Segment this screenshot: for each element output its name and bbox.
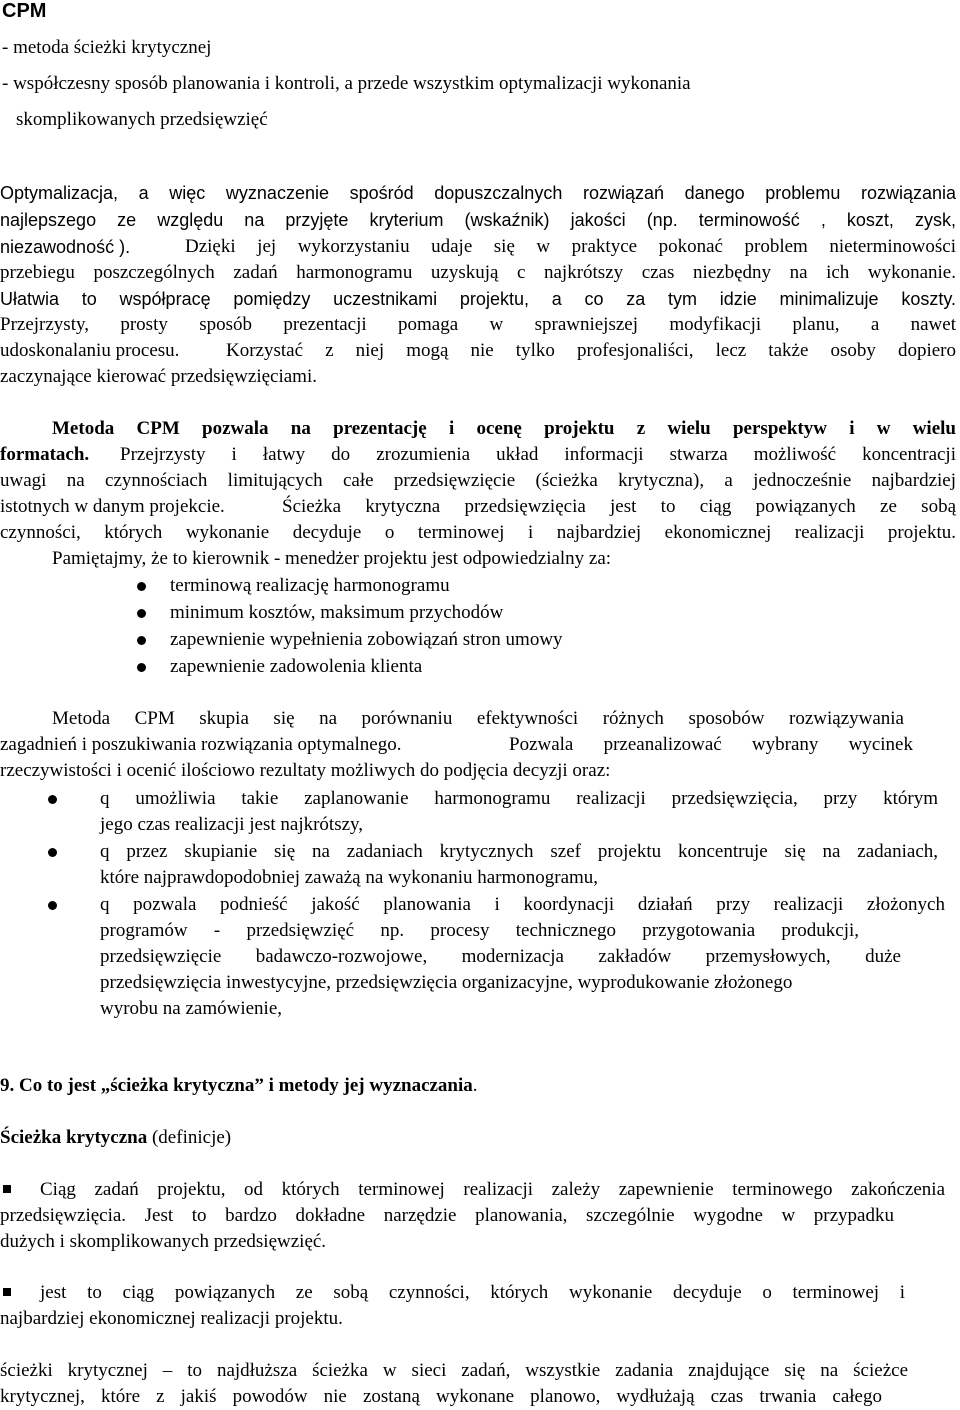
- para2-line-3b: Ścieżka krytyczna przedsięwzięcia jest to ciąg powiązanych ze sobą: [282, 496, 956, 517]
- intro-line-3: skomplikowanych przedsięwzięć: [16, 109, 268, 130]
- para1-line-3b: Dzięki jej wykorzystaniu udaje się w praktyce pokonać problem nieterminowości: [185, 236, 956, 257]
- para1-line-5: Ułatwia to współpracę pomiędzy uczestnikami projektu, a co za tym idzie minimalizuje koszty.: [0, 289, 956, 309]
- para3-line-2a: zagadnień i poszukiwania rozwiązania optymalnego.: [0, 734, 402, 755]
- section9-heading-end: .: [472, 1075, 478, 1096]
- para2-line-2: uwagi na czynnościach limitujących całe przedsięwzięcie (ścieżka krytyczna), a jednocześnie najbardziej: [0, 470, 956, 491]
- square-bullet-icon: [3, 1288, 11, 1296]
- section9-tail-1: ścieżki krytycznej – to najdłuższa ścieżka w sieci zadań, wszystkie zadania znajdujące się na ścieżce: [0, 1360, 908, 1381]
- para2-bold-start: formatach.: [0, 444, 90, 465]
- bullet-dot-icon: [137, 663, 146, 672]
- para3-bullet-1-l1: q umożliwia takie zaplanowanie harmonogramu realizacji przedsięwzięcia, przy którym: [100, 788, 938, 809]
- para1-line-8: zaczynające kierować przedsięwzięciami.: [0, 366, 317, 387]
- para2-bullet-3-text: zapewnienie wypełnienia zobowiązań stron umowy: [170, 629, 563, 650]
- para3-bullet-1-l2: jego czas realizacji jest najkrótszy,: [100, 814, 364, 835]
- intro-line-1: - metoda ścieżki krytycznej: [2, 37, 212, 58]
- para3-line-1: Metoda CPM skupia się na porównaniu efektywności różnych sposobów rozwiązywania: [52, 708, 904, 729]
- para1-line-1: Optymalizacja, a więc wyznaczenie spośród dopuszczalnych rozwiązań danego problemu rozwiązania: [0, 183, 956, 203]
- para2-bullet-4-text: zapewnienie zadowolenia klienta: [170, 656, 423, 677]
- para1-line-2: najlepszego ze względu na przyjęte kryterium (wskaźnik) jakości (np. terminowość , koszt, zysk,: [0, 210, 956, 230]
- square-bullet-icon: [3, 1185, 11, 1193]
- para2-line-3a: istotnych w danym projekcie.: [0, 496, 225, 517]
- para1-line-3: [0, 234, 956, 261]
- section9-def-1-l3: dużych i skomplikowanych przedsięwzięć.: [0, 1231, 327, 1252]
- section9-tail-2: krytycznej, które z jakiś powodów nie zostaną wykonane planowo, wydłużają czas trwania całego: [0, 1386, 882, 1407]
- para2-lead: Pamiętajmy, że to kierownik - menedżer projektu jest odpowiedzialny za:: [52, 548, 612, 569]
- para2-bullet-2-text: minimum kosztów, maksimum przychodów: [170, 602, 504, 623]
- bullet-dot-icon: [48, 848, 57, 857]
- para3-bullet-3-l3: przedsięwzięcie badawczo-rozwojowe, modernizacja zakładów przemysłowych, duże: [100, 946, 901, 967]
- bullet-dot-icon: [137, 636, 146, 645]
- para3-line-2b: Pozwala przeanalizować wybrany wycinek: [509, 734, 913, 755]
- para2-line-4: czynności, których wykonanie decyduje o terminowej i najbardziej ekonomicznej realizacji projektu.: [0, 522, 956, 543]
- para3-bullet-3-l1: q pozwala podnieść jakość planowania i koordynacji działań przy realizacji złożonych: [100, 894, 945, 915]
- para3-bullet-3-l5: wyrobu na zamówienie,: [100, 998, 283, 1019]
- section9-def-2-l2: najbardziej ekonomicznej realizacji projektu.: [0, 1308, 343, 1329]
- para2-line-1: [0, 442, 956, 468]
- bullet-dot-icon: [48, 901, 57, 910]
- para3-line-2: [0, 732, 956, 758]
- section9-def-2-l1: jest to ciąg powiązanych ze sobą czynności, których wykonanie decyduje o terminowej i: [40, 1282, 905, 1303]
- para1-line-4: przebiegu poszczególnych zadań harmonogramu uzyskują c najkrótszy czas niezbędny na ich wykonanie.: [0, 262, 956, 283]
- para3-line-3: rzeczywistości i ocenić ilościowo rezultaty możliwych do podjęcia decyzji oraz:: [0, 760, 611, 781]
- section9-sub-rest: (definicje): [147, 1127, 232, 1148]
- para1-line-3a: niezawodność ).: [0, 237, 131, 257]
- intro-line-2: - współczesny sposób planowania i kontroli, a przede wszystkim optymalizacji wykonania: [2, 73, 691, 94]
- para2-bold-line: Metoda CPM pozwala na prezentację i ocenę projektu z wielu perspektyw i w wielu: [52, 418, 956, 439]
- section9-def-1-l1: Ciąg zadań projektu, od których terminowej realizacji zależy zapewnienie terminowego zakończenia: [40, 1179, 945, 1200]
- section9-subheading: [0, 1125, 956, 1151]
- doc-title: CPM: [2, 0, 47, 22]
- para3-bullet-2-l1: q przez skupianie się na zadaniach krytycznych szef projektu koncentruje się na zadaniach,: [100, 841, 938, 862]
- para1-line-6: Przejrzysty, prosty sposób prezentacji pomaga w sprawniejszej modyfikacji planu, a nawet: [0, 314, 956, 335]
- para3-bullet-3-l4: przedsięwzięcia inwestycyjne, przedsięwzięcia organizacyjne, wyprodukowanie złożonego: [100, 972, 793, 993]
- section9-def-1-l2: przedsięwzięcia. Jest to bardzo dokładne narzędzie planowania, szczególnie wygodne w przypadku: [0, 1205, 894, 1226]
- bullet-dot-icon: [137, 609, 146, 618]
- bullet-dot-icon: [137, 582, 146, 591]
- section9-sub-bold: Ścieżka krytyczna: [0, 1127, 148, 1148]
- para1-line-7b: Korzystać z niej mogą nie tylko profesjonaliści, lecz także osoby dopiero: [226, 340, 956, 361]
- para1-line-7a: udoskonalaniu procesu.: [0, 340, 180, 361]
- bullet-dot-icon: [48, 795, 57, 804]
- para2-line-3: [0, 494, 956, 520]
- para2-bullet-1-text: terminową realizację harmonogramu: [170, 575, 450, 596]
- section9-heading-text: 9. Co to jest „ścieżka krytyczna” i metody jej wyznaczania: [0, 1075, 473, 1096]
- para2-line-1b: Przejrzysty i łatwy do zrozumienia układ informacji stwarza możliwość koncentracji: [120, 444, 956, 465]
- para3-bullet-2-l2: które najprawdopodobniej zaważą na wykonaniu harmonogramu,: [100, 867, 599, 888]
- para1-line-7: [0, 338, 956, 364]
- section9-heading: [0, 1073, 956, 1099]
- para3-bullet-3-l2: programów - przedsięwzięć np. procesy technicznego przygotowania produkcji,: [100, 920, 859, 941]
